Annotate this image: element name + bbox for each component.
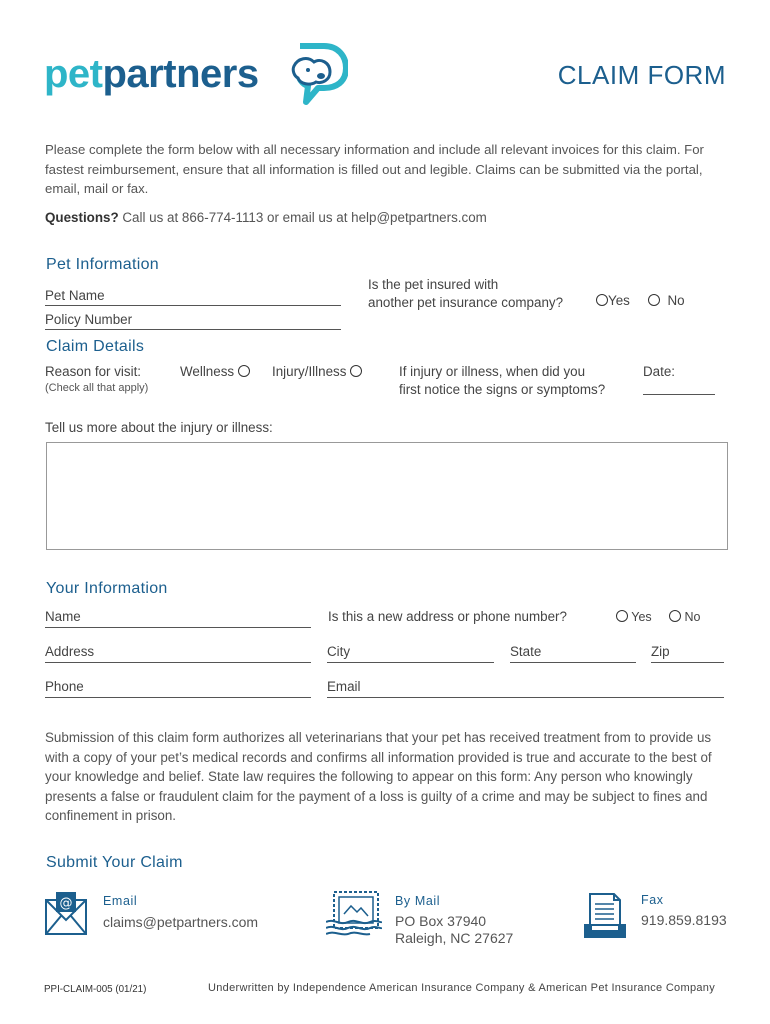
new-address-yes-option[interactable] — [616, 610, 652, 624]
questions-label: Questions? — [45, 210, 119, 225]
tell-more-label: Tell us more about the injury or illness: — [45, 420, 273, 435]
submit-claim-heading: Submit Your Claim — [46, 854, 183, 871]
policy-number-label: Policy Number — [45, 312, 133, 327]
new-address-no-radio[interactable] — [669, 610, 681, 622]
new-address-no-option[interactable] — [669, 610, 700, 624]
mail-address — [395, 913, 513, 947]
check-all-note: (Check all that apply) — [45, 382, 149, 394]
wellness-option[interactable] — [180, 364, 250, 379]
injury-illness-radio[interactable] — [350, 365, 362, 377]
email-label: Email — [327, 679, 361, 694]
other-insurance-yes-option[interactable] — [596, 293, 630, 308]
pet-information-heading: Pet Information — [46, 256, 159, 273]
state-field[interactable] — [510, 644, 636, 663]
questions-line — [45, 210, 487, 225]
yes-label: Yes — [608, 293, 630, 308]
envelope-email-icon — [44, 892, 88, 941]
no-label: No — [667, 293, 685, 308]
email-field[interactable] — [327, 679, 724, 698]
questions-text: Call us at 866-774-1113 or email us at help@petpartners.com — [118, 210, 487, 225]
date-label: Date: — [643, 364, 676, 379]
wellness-label: Wellness — [180, 364, 235, 379]
phone-label: Phone — [45, 679, 84, 694]
injury-description-textarea[interactable] — [46, 442, 728, 550]
zip-label: Zip — [651, 644, 670, 659]
zip-field[interactable] — [651, 644, 724, 663]
stamp-mail-icon — [326, 890, 382, 941]
your-information-heading: Your Information — [46, 580, 168, 597]
new-address-question: Is this a new address or phone number? — [328, 609, 567, 624]
city-field[interactable] — [327, 644, 494, 663]
new-address-yes-radio[interactable] — [616, 610, 628, 622]
pet-name-label: Pet Name — [45, 288, 105, 303]
mail-address-line2: Raleigh, NC 27627 — [395, 930, 514, 946]
symptoms-question — [399, 363, 605, 399]
symptoms-line1: If injury or illness, when did you — [399, 364, 586, 379]
fax-number-value: 919.859.8193 — [641, 912, 727, 928]
new-address-yes-label: Yes — [631, 610, 652, 624]
legal-disclaimer: Submission of this claim form authorizes all veterinarians that your pet has received treatment from to provide us with a copy of your pet’s medical records and confirms all information provided is true and accurate to the best of your knowledge and belief. State law requires the following to appear on this form: Any person who knowingly presents a false or fraudulent claim for the payment of a loss is guilty of a crime and may be subject to fines and confinement in prison. — [45, 730, 712, 824]
wellness-radio[interactable] — [238, 365, 250, 377]
intro-text: Please complete the form below with all necessary information and include all relevant invoices for this claim. For fastest reimbursement, ensure that all information is filled out and legible. Claims can be submitted via the portal, email, mail or fax. — [45, 142, 704, 196]
email-method-label: Email — [103, 894, 138, 908]
new-address-no-label: No — [684, 610, 701, 624]
form-code: PPI-CLAIM-005 (01/21) — [44, 984, 147, 995]
pet-name-field[interactable] — [45, 288, 341, 306]
dog-logo-icon — [288, 42, 348, 106]
brand-logo — [44, 52, 259, 96]
other-insurance-line2: another pet insurance company? — [368, 295, 564, 310]
policy-number-field[interactable] — [45, 312, 341, 330]
svg-text:@: @ — [59, 896, 73, 911]
name-label: Name — [45, 609, 81, 624]
no-radio[interactable] — [648, 294, 660, 306]
reason-for-visit-label: Reason for visit: — [45, 364, 142, 379]
address-field[interactable] — [45, 644, 311, 663]
form-title: CLAIM FORM — [557, 60, 726, 90]
claims-email-value[interactable]: claims@petpartners.com — [103, 914, 259, 930]
phone-field[interactable] — [45, 679, 311, 698]
other-insurance-question — [368, 276, 563, 312]
yes-radio[interactable] — [596, 294, 608, 306]
fax-document-icon — [584, 892, 626, 945]
other-insurance-line1: Is the pet insured with — [368, 277, 499, 292]
other-insurance-no-option[interactable] — [648, 293, 685, 308]
claim-details-heading: Claim Details — [46, 338, 145, 355]
injury-illness-label: Injury/Illness — [272, 364, 347, 379]
injury-illness-option[interactable] — [272, 364, 362, 379]
underwriter-note: Underwritten by Independence American Insurance Company & American Pet Insurance Company — [208, 982, 715, 994]
fax-method-label: Fax — [641, 893, 664, 907]
logo-pet-text: pet — [44, 52, 103, 96]
symptoms-line2: first notice the signs or symptoms? — [399, 382, 606, 397]
city-label: City — [327, 644, 351, 659]
address-label: Address — [45, 644, 95, 659]
date-field[interactable] — [643, 394, 715, 395]
logo-partners-text: partners — [102, 52, 259, 96]
mail-method-label: By Mail — [395, 894, 441, 908]
state-label: State — [510, 644, 542, 659]
name-field[interactable] — [45, 609, 311, 628]
mail-address-line1: PO Box 37940 — [395, 913, 487, 929]
